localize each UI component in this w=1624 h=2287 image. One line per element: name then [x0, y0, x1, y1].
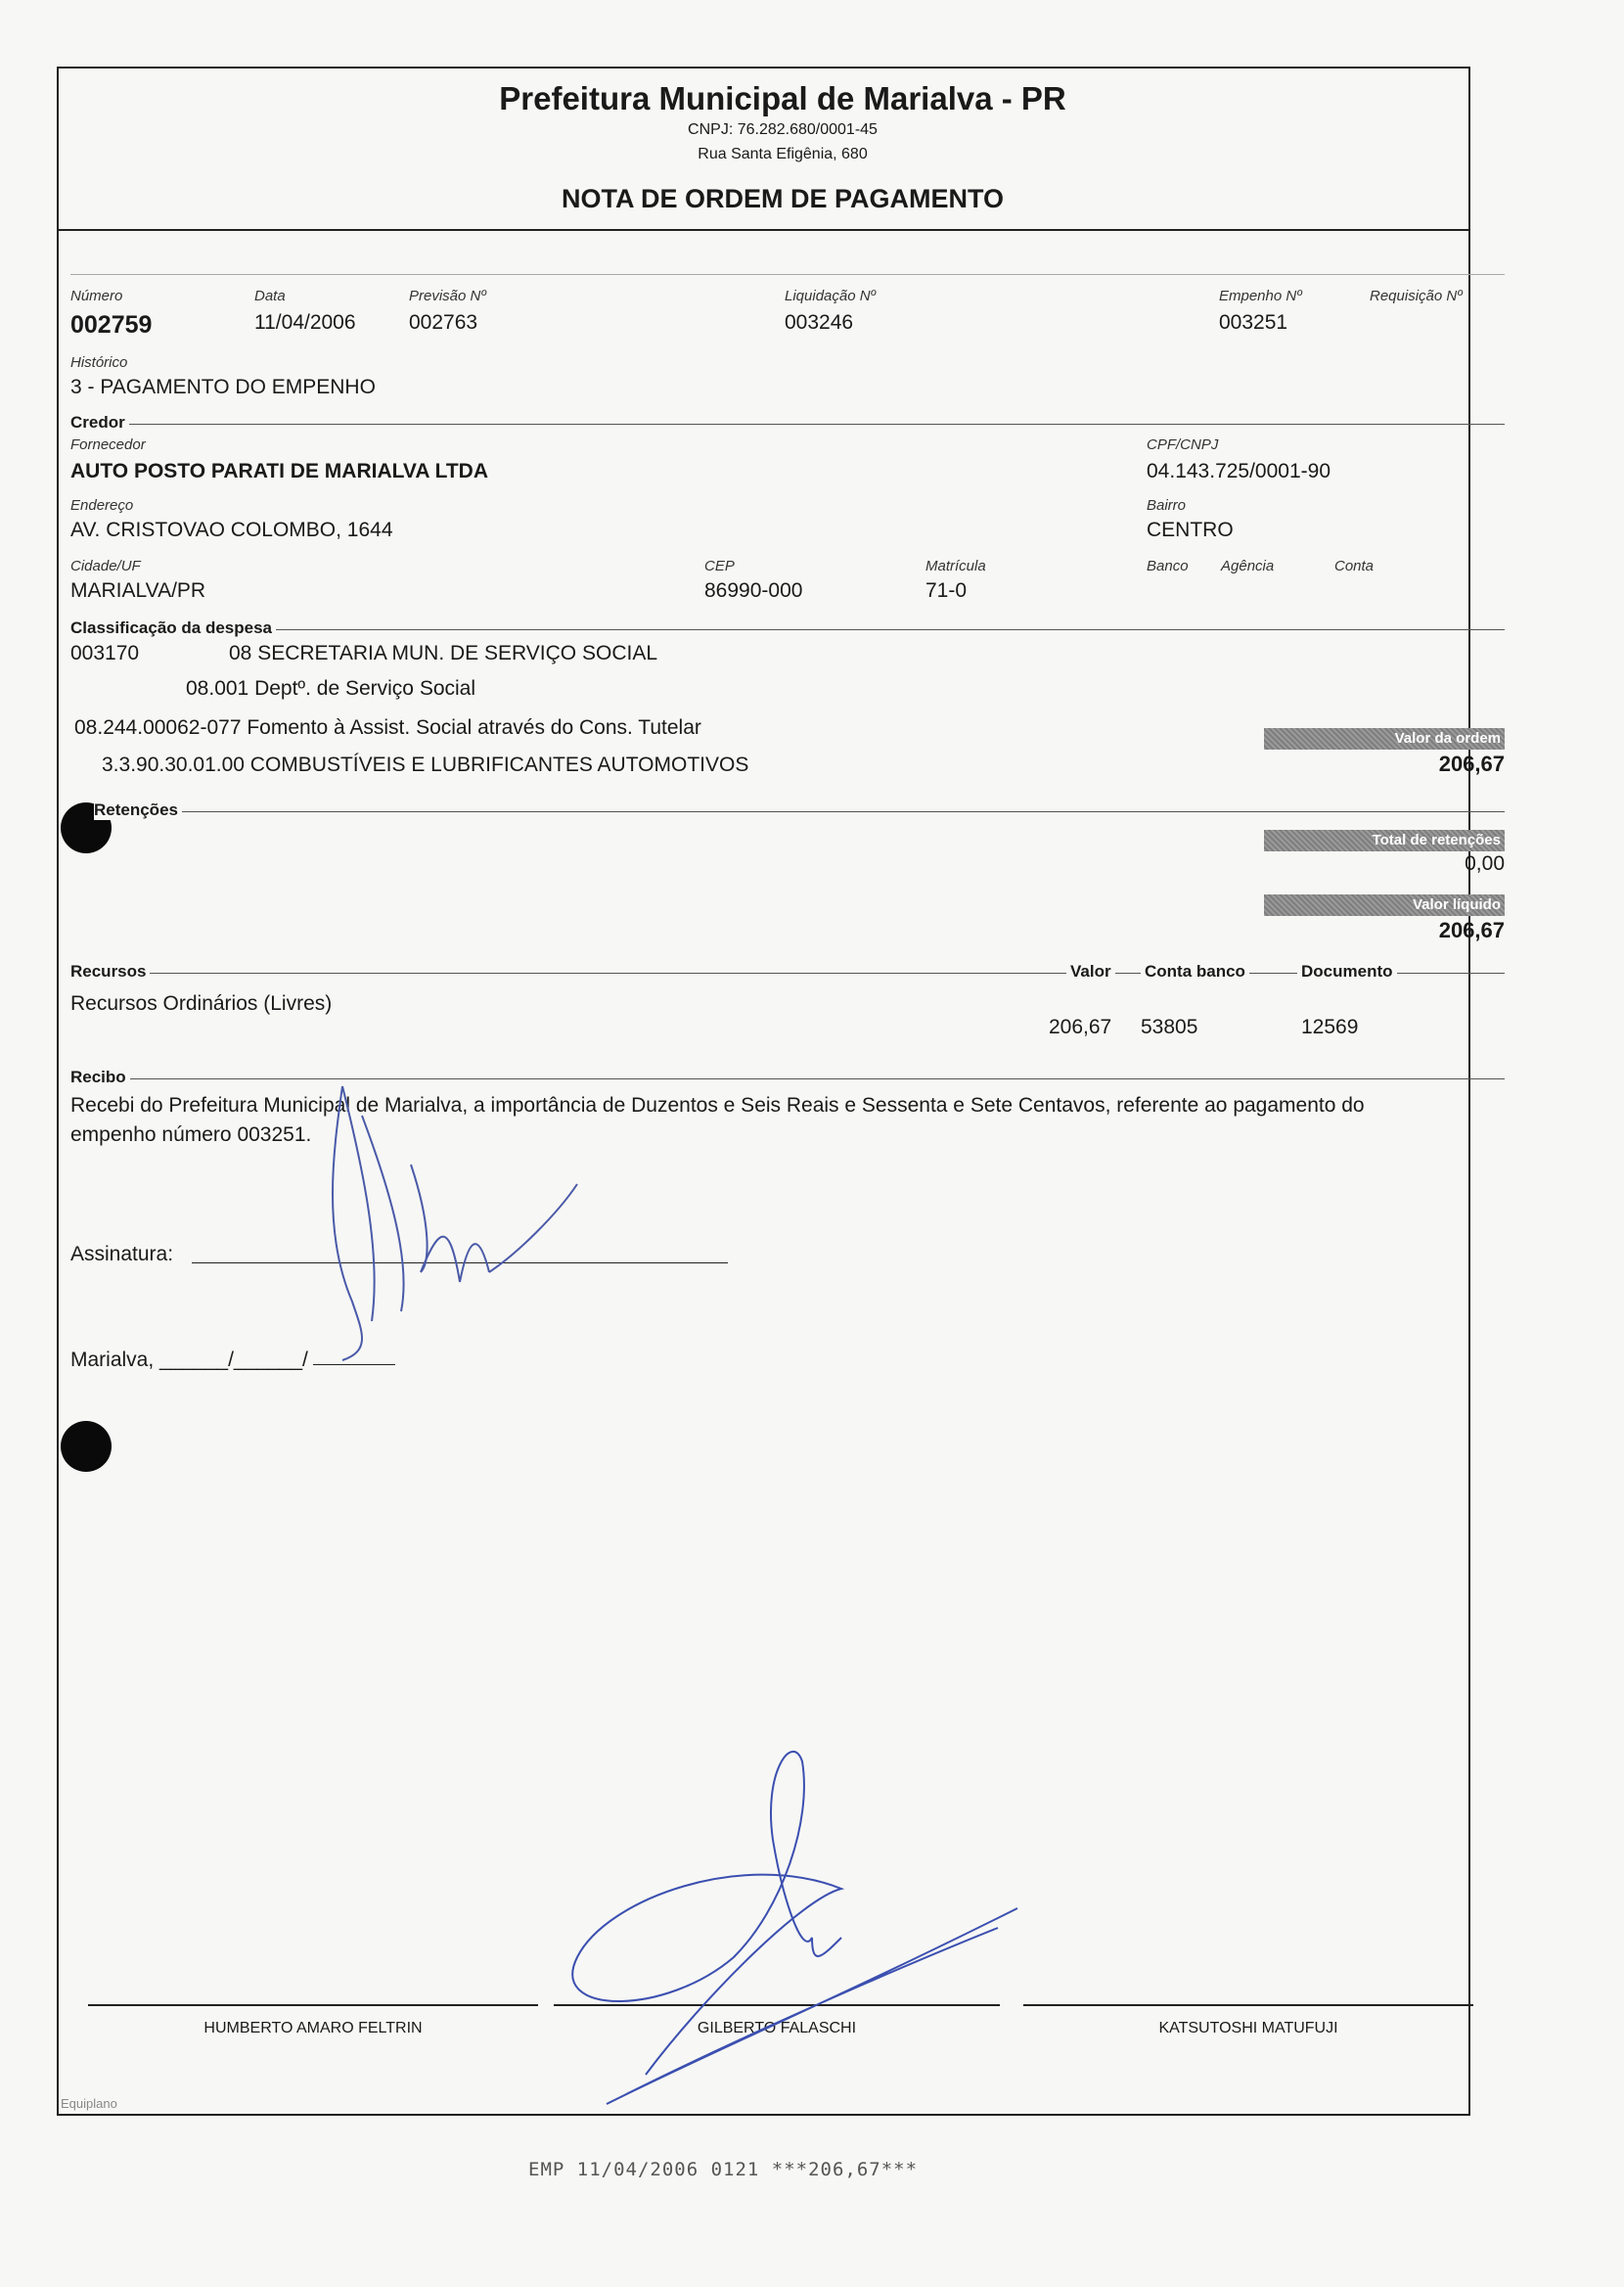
recursos-conta-header: Conta banco [1141, 962, 1249, 982]
fornecedor-value: AUTO POSTO PARATI DE MARIALVA LTDA [70, 460, 488, 482]
cnpj-text: CNPJ: 76.282.680/0001-45 [688, 121, 878, 138]
agencia-label: Agência [1221, 558, 1275, 574]
recursos-section-label: Recursos [70, 962, 150, 982]
page-title: Prefeitura Municipal de Marialva - PR [499, 80, 1066, 116]
recibo-section-label: Recibo [70, 1068, 130, 1087]
classificacao-rule [70, 629, 1505, 630]
historico-value: 3 - PAGAMENTO DO EMPENHO [70, 376, 376, 398]
classificacao-line2: 08.001 Deptº. de Serviço Social [186, 677, 476, 700]
gilberto-signature [548, 1742, 1037, 2114]
recursos-descricao: Recursos Ordinários (Livres) [70, 992, 333, 1015]
address-text: Rua Santa Efigênia, 680 [698, 146, 868, 162]
valor-liquido-value: 206,67 [1438, 918, 1505, 942]
header-divider [57, 229, 1470, 231]
recibo-text-line1: Recebi do Prefeitura Municipal de Marialva, a importância de Duzentos e Seis Reais e Sessenta e Sete Centavos, referente ao pagamento do [70, 1094, 1365, 1117]
classificacao-code: 003170 [70, 642, 140, 664]
recursos-documento: 12569 [1301, 1016, 1359, 1038]
classificacao-section-label: Classificação da despesa [70, 618, 276, 638]
recursos-rule [70, 973, 1505, 974]
previsao-value: 002763 [409, 311, 478, 334]
total-retencoes-label: Total de retenções [1264, 830, 1505, 851]
bairro-label: Bairro [1147, 497, 1187, 514]
cep-value: 86990-000 [704, 579, 803, 602]
hole-punch-bottom [61, 1421, 112, 1472]
valor-ordem-label: Valor da ordem [1264, 728, 1505, 750]
endereco-value: AV. CRISTOVAO COLOMBO, 1644 [70, 519, 393, 541]
classificacao-line3: 08.244.00062-077 Fomento à Assist. Social através do Cons. Tutelar [74, 716, 701, 739]
total-retencoes-value: 0,00 [1465, 852, 1505, 875]
recibo-text-line2: empenho número 003251. [70, 1123, 312, 1146]
conta-label: Conta [1334, 558, 1375, 574]
cidade-label: Cidade/UF [70, 558, 141, 574]
endereco-label: Endereço [70, 497, 134, 514]
recursos-documento-header: Documento [1297, 962, 1397, 982]
liquidacao-label: Liquidação Nº [785, 288, 877, 304]
signatory-3-name: KATSUTOSHI MATUFUJI [1158, 2020, 1338, 2036]
data-value: 11/04/2006 [254, 311, 356, 334]
classificacao-line1: 08 SECRETARIA MUN. DE SERVIÇO SOCIAL [229, 642, 658, 664]
assinatura-label: Assinatura: [70, 1243, 174, 1265]
recursos-valor-header: Valor [1066, 962, 1115, 982]
retencoes-section-label: Retenções [94, 800, 182, 820]
fornecedor-label: Fornecedor [70, 436, 146, 453]
valor-liquido-label: Valor líquido [1264, 894, 1505, 916]
signature-line-1 [88, 2004, 538, 2006]
local-data-line: Marialva, ______/______/ [70, 1349, 308, 1371]
previsao-label: Previsão Nº [409, 288, 486, 304]
empenho-label: Empenho Nº [1219, 288, 1302, 304]
recursos-valor: 206,67 [1049, 1016, 1112, 1038]
recibo-signature [303, 1076, 597, 1370]
valor-ordem-value: 206,67 [1438, 752, 1505, 776]
credor-section-label: Credor [70, 413, 129, 433]
classificacao-line4: 3.3.90.30.01.00 COMBUSTÍVEIS E LUBRIFICANTES AUTOMOTIVOS [102, 754, 749, 776]
protocol-stamp: EMP 11/04/2006 0121 ***206,67*** [528, 2159, 919, 2180]
cep-label: CEP [704, 558, 735, 574]
matricula-label: Matrícula [925, 558, 986, 574]
data-label: Data [254, 288, 286, 304]
credor-rule [70, 424, 1505, 425]
numero-value: 002759 [70, 311, 153, 339]
liquidacao-value: 003246 [785, 311, 854, 334]
signatory-1-name: HUMBERTO AMARO FELTRIN [203, 2020, 423, 2036]
signatory-2-name: GILBERTO FALASCHI [697, 2020, 857, 2036]
cidade-value: MARIALVA/PR [70, 579, 206, 602]
cpf-label: CPF/CNPJ [1147, 436, 1219, 453]
recibo-rule [70, 1078, 1505, 1079]
retencoes-rule [70, 811, 1505, 812]
document-title: NOTA DE ORDEM DE PAGAMENTO [561, 184, 1004, 213]
empenho-value: 003251 [1219, 311, 1288, 334]
numero-label: Número [70, 288, 123, 304]
bairro-value: CENTRO [1147, 519, 1234, 541]
equiplano-brand: Equiplano [61, 2096, 117, 2111]
signature-line-3 [1023, 2004, 1473, 2006]
banco-label: Banco [1147, 558, 1189, 574]
recursos-conta: 53805 [1141, 1016, 1198, 1038]
cpf-value: 04.143.725/0001-90 [1147, 460, 1331, 482]
top-rule [70, 274, 1505, 275]
historico-label: Histórico [70, 354, 128, 371]
matricula-value: 71-0 [925, 579, 968, 602]
requisicao-label: Requisição Nº [1370, 288, 1463, 304]
